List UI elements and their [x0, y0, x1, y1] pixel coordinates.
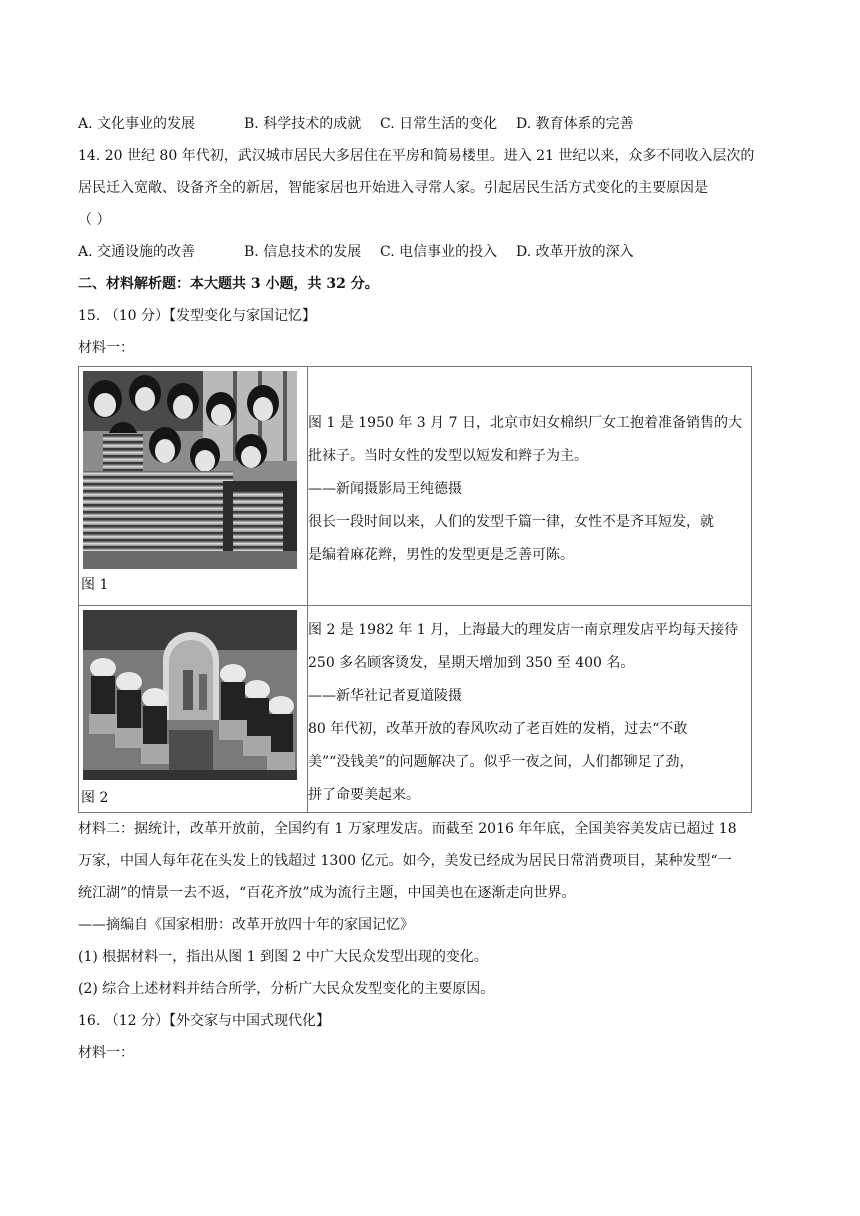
q15-heading: 15. （10 分）【发型变化与家国记忆】	[78, 308, 316, 324]
q13-option-b: B. 科学技术的成就	[244, 116, 362, 132]
text-line: 美”“没钱美”的问题解决了。似乎一夜之间，人们都铆足了劲，	[308, 754, 694, 770]
q14-answer-paren: （ ）	[78, 212, 111, 228]
q14-option-c: C. 电信事业的投入	[380, 244, 498, 260]
photo-1-description	[308, 367, 752, 606]
q15-material-2-line-1: 材料二：据统计，改革开放前，全国约有 1 万家理发店。而截至 2016 年年底，全国美容美发店已超过 18	[78, 821, 737, 837]
photo-cell-2	[79, 606, 308, 813]
text-line: 250 多名顾客烫发，星期天增加到 350 至 400 名。	[308, 655, 635, 671]
photo-2-barber-shop	[83, 610, 297, 780]
text-line: ——新闻摄影局王纯德摄	[308, 481, 462, 497]
q15-material-2-line-2: 万家，中国人每年花在头发上的钱超过 1300 亿元。如今，美发已经成为居民日常消费项目，某种发型“一	[78, 853, 732, 869]
table-row	[79, 606, 752, 813]
q13-option-d: D. 教育体系的完善	[516, 116, 634, 132]
photo-cell-1	[79, 367, 308, 606]
material-1-table	[78, 366, 752, 813]
q14-stem-line-2: 居民迁入宽敞、设备齐全的新居，智能家居也开始进入寻常人家。引起居民生活方式变化的主要原因是	[78, 180, 708, 196]
text-line: 很长一段时间以来，人们的发型千篇一律，女性不是齐耳短发，就	[308, 514, 714, 530]
q14-option-b: B. 信息技术的发展	[244, 244, 362, 260]
text-line: 80 年代初，改革开放的春风吹动了老百姓的发梢，过去“不敢	[308, 721, 688, 737]
table-row	[79, 367, 752, 606]
text-line: ——新华社记者夏道陵摄	[308, 688, 462, 704]
q14-options	[78, 236, 783, 268]
text-line: 拼了命要美起来。	[308, 787, 420, 803]
q14-stem-line-1: 14. 20 世纪 80 年代初，武汉城市居民大多居住在平房和简易楼里。进入 21 世纪以来，众多不同收入层次的	[78, 148, 755, 164]
text-line: 是编着麻花辫，男性的发型更是乏善可陈。	[308, 547, 574, 563]
q14-option-d: D. 改革开放的深入	[516, 244, 634, 260]
q16-material-1-label: 材料一：	[78, 1045, 134, 1061]
text-line: 图 2 是 1982 年 1 月，上海最大的理发店一南京理发店平均每天接待	[308, 622, 739, 638]
q15-sub-question-1: (1) 根据材料一，指出从图 1 到图 2 中广大民众发型出现的变化。	[78, 949, 488, 965]
q15-material-1-label: 材料一：	[78, 340, 134, 356]
section-2-heading: 二、材料解析题：本大题共 3 小题，共 32 分。	[78, 276, 379, 292]
q16-heading: 16. （12 分）【外交家与中国式现代化】	[78, 1013, 330, 1029]
q15-material-2-line-3: 统江湖”的情景一去不返，“百花齐放”成为流行主题，中国美也在逐渐走向世界。	[78, 885, 576, 901]
q13-option-c: C. 日常生活的变化	[380, 116, 498, 132]
photo-2-caption: 图 2	[81, 790, 109, 806]
photo-1-factory-women	[83, 371, 297, 569]
photo-2-description	[308, 606, 752, 813]
text-line: 批袜子。当时女性的发型以短发和辫子为主。	[308, 448, 588, 464]
exam-page	[78, 108, 783, 1069]
q15-sub-question-2: (2) 综合上述材料并结合所学，分析广大民众发型变化的主要原因。	[78, 981, 495, 997]
photo-1-caption: 图 1	[81, 577, 109, 593]
q14-option-a: A. 交通设施的改善	[78, 244, 196, 260]
text-line: 图 1 是 1950 年 3 月 7 日，北京市妇女棉织厂女工抱着准备销售的大	[308, 415, 742, 431]
q15-material-2-source: ——摘编自《国家相册：改革开放四十年的家国记忆》	[78, 917, 414, 933]
q13-options	[78, 108, 783, 140]
q13-option-a: A. 文化事业的发展	[78, 116, 196, 132]
